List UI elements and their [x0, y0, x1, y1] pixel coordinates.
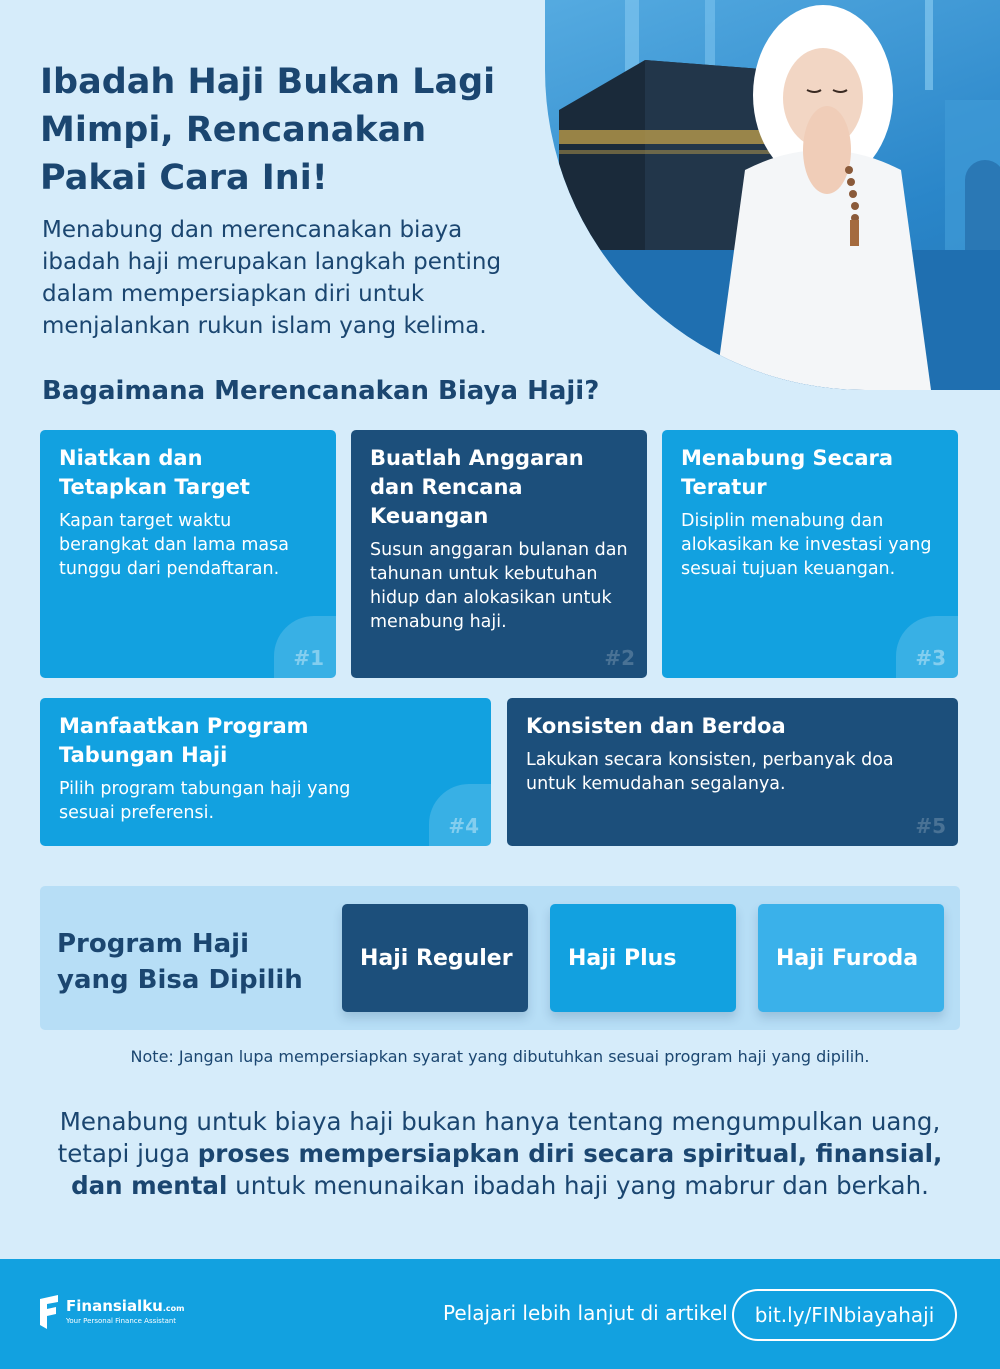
- intro-line: menjalankan rukun islam yang kelima.: [42, 313, 487, 339]
- step-title: Buatlah Anggaran dan Rencana Keuangan: [370, 446, 584, 528]
- finansialku-logo[interactable]: [38, 1295, 184, 1329]
- step-text: Lakukan secara konsisten, perbanyak doa untuk kemudahan segalanya.: [526, 750, 894, 794]
- intro-line: ibadah haji merupakan langkah penting: [42, 249, 502, 275]
- step-title: Manfaatkan Program Tabungan Haji: [59, 714, 309, 767]
- title-line: Mimpi, Rencanakan: [40, 110, 427, 150]
- program-title: [57, 926, 303, 998]
- step-text: Disiplin menabung dan alokasikan ke investasi yang sesuai tujuan keuangan.: [681, 511, 932, 579]
- intro-line: dalam mempersiapkan diri untuk: [42, 281, 425, 307]
- brand-tagline: Your Personal Finance Assistant: [66, 1317, 177, 1325]
- intro-paragraph: [42, 214, 572, 342]
- closing-text: Menabung untuk biaya haji bukan hanya tentang mengumpulkan uang, tetapi juga: [57, 1107, 941, 1168]
- program-haji-furoda-button[interactable]: Haji Furoda: [758, 904, 944, 1012]
- finansialku-logo-icon: [38, 1295, 60, 1329]
- program-title-line: yang Bisa Dipilih: [57, 965, 303, 995]
- step-card-3: [662, 430, 958, 678]
- closing-emphasis: proses mempersiapkan diri secara spiritual, finansial, dan mental: [71, 1139, 943, 1200]
- brand-suffix: .com: [162, 1304, 185, 1313]
- program-title-line: Program Haji: [57, 929, 249, 959]
- kaaba-woman-illustration: [545, 0, 1000, 390]
- step-number: #2: [604, 646, 635, 670]
- intro-line: Menabung dan merencanakan biaya: [42, 217, 463, 243]
- step-card-5: [507, 698, 958, 846]
- hero-illustration: [545, 0, 1000, 390]
- program-note: Note: Jangan lupa mempersiapkan syarat yang dibutuhkan sesuai program haji yang dipilih.: [130, 1047, 870, 1066]
- step-number: #4: [448, 814, 479, 838]
- step-card-4: [40, 698, 491, 846]
- step-number: #3: [915, 646, 946, 670]
- step-text: Pilih program tabungan haji yang sesuai preferensi.: [59, 779, 351, 823]
- page-title: [40, 58, 540, 202]
- step-title: Konsisten dan Berdoa: [526, 714, 786, 738]
- program-haji-plus-button[interactable]: Haji Plus: [550, 904, 736, 1012]
- article-link[interactable]: bit.ly/FINbiayahaji: [732, 1289, 957, 1341]
- step-text: Kapan target waktu berangkat dan lama masa tunggu dari pendaftaran.: [59, 511, 289, 579]
- program-haji-reguler-button[interactable]: Haji Reguler: [342, 904, 528, 1012]
- footer: [0, 1259, 1000, 1369]
- step-card-2: [351, 430, 647, 678]
- title-line: Pakai Cara Ini!: [40, 158, 328, 198]
- brand-name: Finansialku: [66, 1297, 163, 1315]
- step-title: Menabung Secara Teratur: [681, 446, 894, 499]
- closing-text: untuk menunaikan ibadah haji yang mabrur dan berkah.: [227, 1171, 929, 1200]
- step-title: Niatkan dan Tetapkan Target: [59, 446, 250, 499]
- closing-paragraph: [30, 1106, 970, 1202]
- step-text: Susun anggaran bulanan dan tahunan untuk kebutuhan hidup dan alokasikan untuk menabung haji.: [370, 540, 628, 632]
- program-options-panel: [40, 886, 960, 1030]
- step-number: #1: [293, 646, 324, 670]
- section-title: Bagaimana Merencanakan Biaya Haji?: [42, 376, 600, 406]
- title-line: Ibadah Haji Bukan Lagi: [40, 62, 496, 102]
- step-number: #5: [915, 814, 946, 838]
- step-card-1: [40, 430, 336, 678]
- learn-more-text: Pelajari lebih lanjut di artikel: [443, 1301, 728, 1325]
